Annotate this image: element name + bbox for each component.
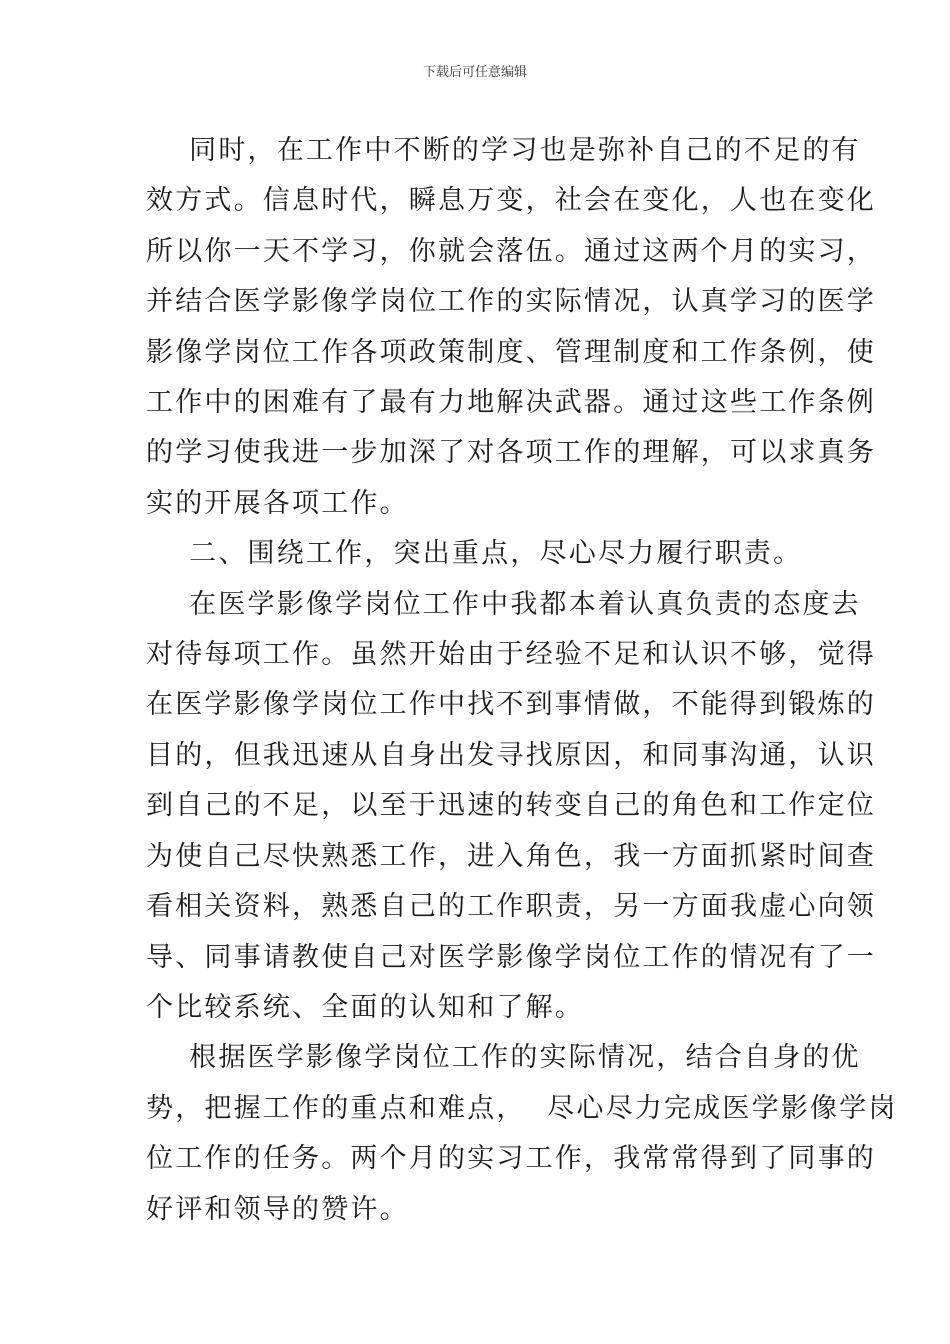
text-line: 位工作的任务。两个月的实习工作，我常常得到了同事的	[146, 1143, 876, 1175]
section-heading: 二、围绕工作，突出重点，尽心尽力履行职责。	[146, 538, 803, 570]
text-line: 所以你一天不学习，你就会落伍。通过这两个月的实习，	[146, 235, 876, 267]
text-line: 好评和领导的赞许。	[146, 1193, 409, 1225]
text-line: 效方式。信息时代，瞬息万变，社会在变化，人也在变化	[146, 185, 876, 217]
page-header: 下载后可任意编辑	[422, 65, 527, 80]
text-line: 根据医学影像学岗位工作的实际情况，结合自身的优	[146, 1042, 861, 1074]
document-body	[146, 126, 898, 1235]
text-line: 目的，但我迅速从自身出发寻找原因，和同事沟通，认识	[146, 739, 876, 771]
text-line: 个比较系统、全面的认知和了解。	[146, 991, 584, 1023]
text-line: 在医学影像学岗位工作中找不到事情做，不能得到锻炼的	[146, 689, 876, 721]
text-line: 在医学影像学岗位工作中我都本着认真负责的态度去	[146, 588, 861, 620]
text-line: 对待每项工作。虽然开始由于经验不足和认识不够，觉得	[146, 639, 876, 671]
text-line: 并结合医学影像学岗位工作的实际情况，认真学习的医学	[146, 286, 876, 318]
text-line: 的学习使我进一步加深了对各项工作的理解，可以求真务	[146, 437, 876, 469]
text-line: 导、同事请教使自己对医学影像学岗位工作的情况有了一	[146, 941, 876, 973]
text-line: 看相关资料，熟悉自己的工作职责，另一方面我虚心向领	[146, 891, 876, 923]
text-line: 势，把握工作的重点和难点， 尽心尽力完成医学影像学岗	[146, 1092, 898, 1124]
text-line: 到自己的不足，以至于迅速的转变自己的角色和工作定位	[146, 790, 876, 822]
text-line: 实的开展各项工作。	[146, 487, 409, 519]
text-line: 为使自己尽快熟悉工作，进入角色，我一方面抓紧时间查	[146, 840, 876, 872]
text-line: 工作中的困难有了最有力地解决武器。通过这些工作条例	[146, 387, 876, 419]
text-line: 同时，在工作中不断的学习也是弥补自己的不足的有	[146, 135, 861, 166]
text-line: 影像学岗位工作各项政策制度、管理制度和工作条例，使	[146, 336, 876, 368]
